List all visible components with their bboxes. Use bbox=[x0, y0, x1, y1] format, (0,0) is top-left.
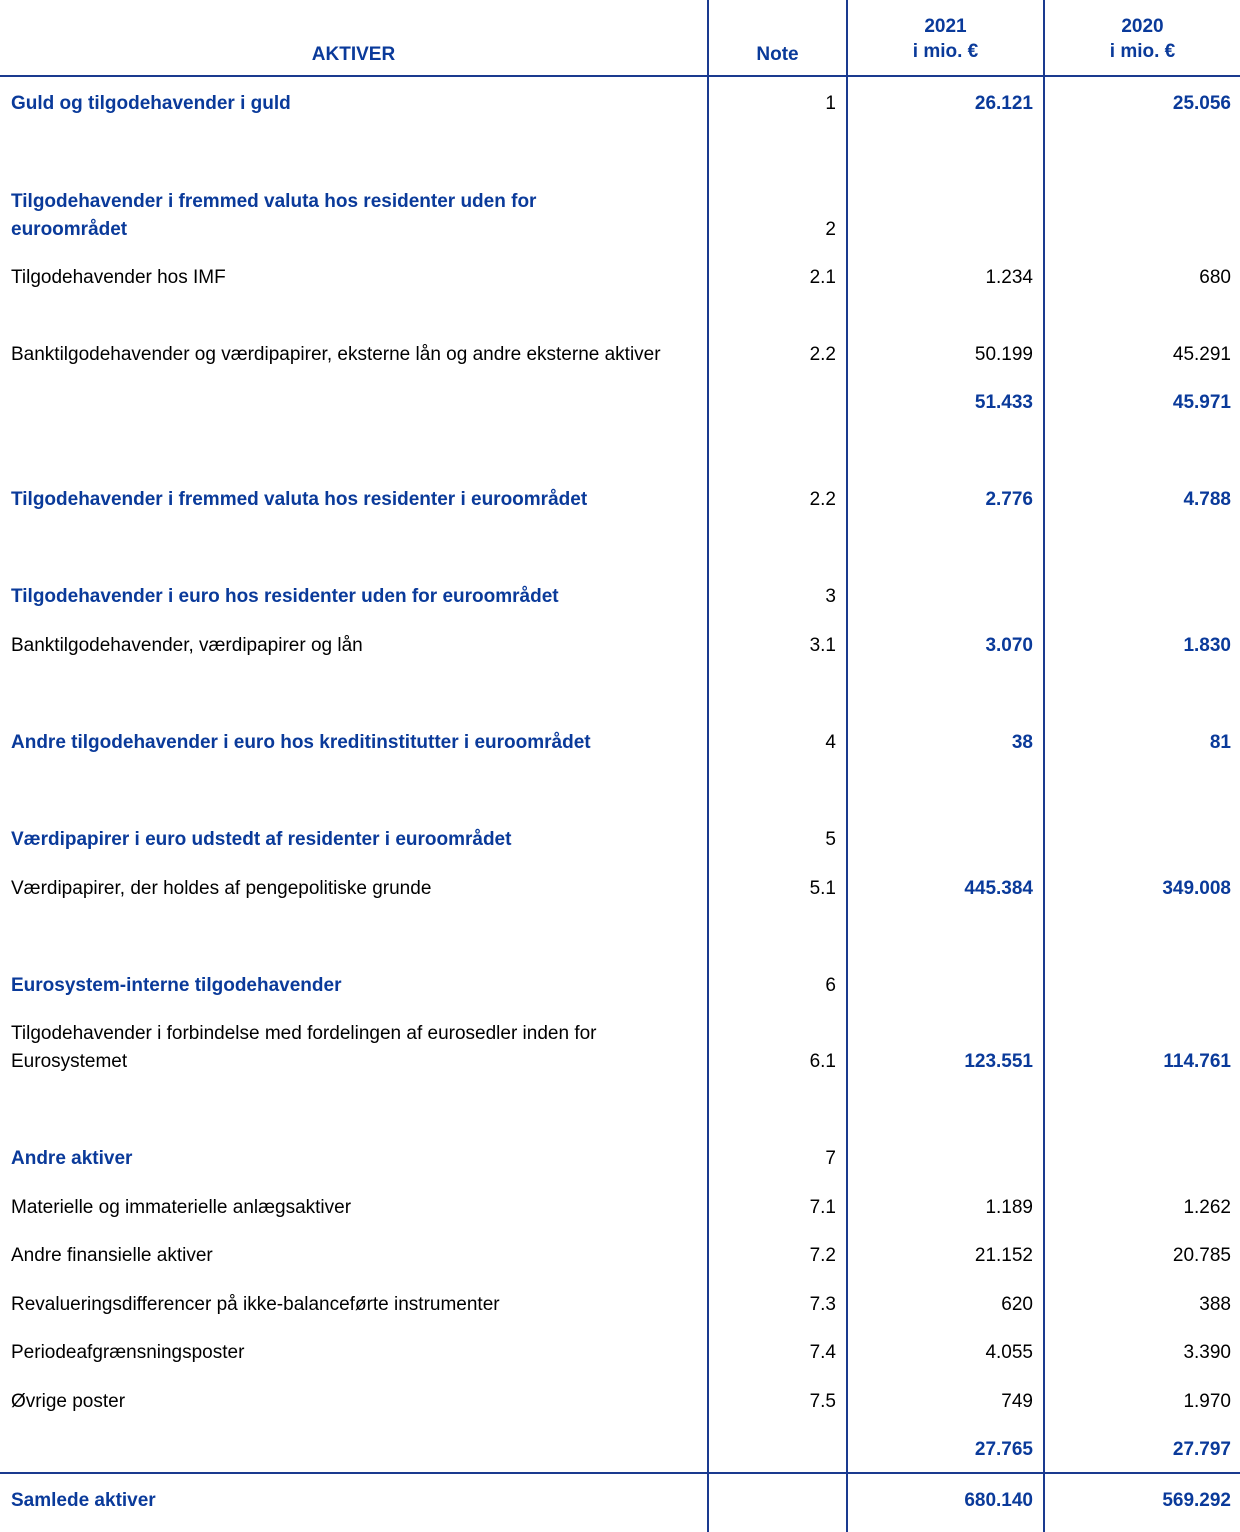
row-value-2021: 27.765 bbox=[974, 1439, 1033, 1460]
row-value-2021: 620 bbox=[1001, 1294, 1033, 1315]
row-value-2021: 445.384 bbox=[964, 878, 1033, 899]
row-value-2021: 680.140 bbox=[964, 1490, 1033, 1511]
row-note: 7.2 bbox=[809, 1245, 836, 1266]
row-label: Øvrige poster bbox=[11, 1391, 126, 1412]
row-value-2021: 1.234 bbox=[985, 267, 1033, 288]
row-value-2021: 2.776 bbox=[985, 489, 1033, 510]
row-note: 5.1 bbox=[809, 878, 836, 899]
row-value-2020: 1.970 bbox=[1183, 1391, 1231, 1412]
row-value-2020: 1.262 bbox=[1183, 1197, 1231, 1218]
row-label: Eurosystem-interne tilgodehavender bbox=[11, 975, 342, 996]
table-row-imf bbox=[0, 262, 1240, 292]
header-2020-unit: i mio. € bbox=[1109, 41, 1176, 62]
table-row-banktilgodehavender-eksterne bbox=[0, 311, 1240, 369]
row-note: 6.1 bbox=[809, 1051, 836, 1072]
table-row-fremmed-valuta-i bbox=[0, 484, 1240, 514]
table-row-eurosedler bbox=[0, 1018, 1240, 1076]
row-label: Revalueringsdifferencer på ikke-balanceførte instrumenter bbox=[11, 1294, 500, 1315]
row-value-2021: 26.121 bbox=[974, 93, 1033, 114]
header-2021-unit: i mio. € bbox=[912, 41, 979, 62]
row-value-2020: 388 bbox=[1199, 1294, 1231, 1315]
row-value-2021: 51.433 bbox=[974, 392, 1033, 413]
row-label: Tilgodehavender i forbindelse med fordelingen af eurosedler inden for Eurosystemet bbox=[11, 1023, 597, 1072]
row-label: Værdipapirer, der holdes af pengepolitiske grunde bbox=[11, 878, 432, 899]
row-note: 7.3 bbox=[809, 1294, 836, 1315]
row-value-2021: 749 bbox=[1001, 1391, 1033, 1412]
row-note: 4 bbox=[825, 732, 836, 753]
row-label: Tilgodehavender i fremmed valuta hos residenter uden for euroområdet bbox=[11, 191, 537, 240]
row-value-2020: 349.008 bbox=[1162, 878, 1231, 899]
row-note: 2 bbox=[825, 219, 836, 240]
table-row-banktilgodehavender-laan bbox=[0, 630, 1240, 660]
row-label: Banktilgodehavender, værdipapirer og lån bbox=[11, 635, 363, 656]
row-value-2021: 4.055 bbox=[985, 1342, 1033, 1363]
header-rule bbox=[0, 75, 1240, 77]
row-value-2020: 569.292 bbox=[1162, 1490, 1231, 1511]
table-row-anlaegsaktiver bbox=[0, 1192, 1240, 1222]
table-row-pengepolitiske bbox=[0, 873, 1240, 903]
row-value-2020: 680 bbox=[1199, 267, 1231, 288]
row-note: 2.2 bbox=[809, 489, 836, 510]
row-value-2020: 45.971 bbox=[1172, 392, 1231, 413]
row-note: 3.1 bbox=[809, 635, 836, 656]
table-row-andre-aktiver bbox=[0, 1143, 1240, 1173]
header-note: Note bbox=[756, 44, 799, 65]
row-label: Værdipapirer i euro udstedt af residenter i euroområdet bbox=[11, 829, 512, 850]
row-note: 2.1 bbox=[809, 267, 836, 288]
row-value-2021: 3.070 bbox=[985, 635, 1033, 656]
row-label: Guld og tilgodehavender i guld bbox=[11, 93, 291, 114]
row-note: 7.4 bbox=[809, 1342, 836, 1363]
row-label: Materielle og immaterielle anlægsaktiver bbox=[11, 1197, 352, 1218]
row-note: 2.2 bbox=[809, 344, 836, 365]
row-value-2020: 81 bbox=[1209, 732, 1231, 753]
header-aktiver: AKTIVER bbox=[311, 44, 396, 65]
header-2020-year: 2020 bbox=[1121, 16, 1164, 37]
row-note: 7 bbox=[825, 1148, 836, 1169]
row-value-2021: 1.189 bbox=[985, 1197, 1033, 1218]
row-value-2020: 25.056 bbox=[1172, 93, 1231, 114]
table-row-eurosystem-interne bbox=[0, 970, 1240, 1000]
row-note: 7.5 bbox=[809, 1391, 836, 1412]
row-label: Andre aktiver bbox=[11, 1148, 133, 1169]
table-row-kreditinstitutter bbox=[0, 727, 1240, 757]
row-value-2021: 50.199 bbox=[974, 344, 1033, 365]
row-label: Banktilgodehavender og værdipapirer, eksterne lån og andre eksterne aktiver bbox=[11, 344, 661, 365]
row-note: 3 bbox=[825, 586, 836, 607]
table-row-fremmed-valuta-uden bbox=[0, 186, 1240, 244]
row-value-2020: 45.291 bbox=[1172, 344, 1231, 365]
row-value-2020: 3.390 bbox=[1183, 1342, 1231, 1363]
table-row-vaerdipapirer-euro bbox=[0, 824, 1240, 854]
row-value-2021: 123.551 bbox=[964, 1051, 1033, 1072]
row-value-2020: 1.830 bbox=[1183, 635, 1231, 656]
table-row-subtotal-2 bbox=[0, 387, 1240, 417]
table-row-revaluering bbox=[0, 1289, 1240, 1319]
table-row-subtotal-7 bbox=[0, 1434, 1240, 1464]
row-label: Tilgodehavender i euro hos residenter uden for euroområdet bbox=[11, 586, 559, 607]
row-label: Andre finansielle aktiver bbox=[11, 1245, 213, 1266]
table-row-euro-uden bbox=[0, 581, 1240, 611]
row-value-2021: 21.152 bbox=[974, 1245, 1033, 1266]
row-label: Andre tilgodehavender i euro hos kreditinstitutter i euroområdet bbox=[11, 732, 591, 753]
table-row-finansielle bbox=[0, 1240, 1240, 1270]
total-rule bbox=[0, 1472, 1240, 1474]
row-note: 6 bbox=[825, 975, 836, 996]
row-value-2020: 4.788 bbox=[1183, 489, 1231, 510]
row-label: Samlede aktiver bbox=[11, 1490, 156, 1511]
header-2020 bbox=[1045, 14, 1240, 64]
row-label: Periodeafgrænsningsposter bbox=[11, 1342, 245, 1363]
table-row-guld bbox=[0, 88, 1240, 118]
row-value-2020: 114.761 bbox=[1163, 1051, 1231, 1072]
table-row-oevrige bbox=[0, 1386, 1240, 1416]
header-2021 bbox=[848, 14, 1043, 64]
header-2021-year: 2021 bbox=[924, 16, 967, 37]
row-label: Tilgodehavender i fremmed valuta hos residenter i euroområdet bbox=[11, 489, 588, 510]
row-value-2020: 27.797 bbox=[1172, 1439, 1231, 1460]
row-note: 1 bbox=[825, 93, 836, 114]
row-label: Tilgodehavender hos IMF bbox=[11, 267, 226, 288]
row-note: 5 bbox=[825, 829, 836, 850]
table-row-samlede-aktiver bbox=[0, 1485, 1240, 1515]
row-note: 7.1 bbox=[809, 1197, 836, 1218]
row-value-2021: 38 bbox=[1011, 732, 1033, 753]
row-value-2020: 20.785 bbox=[1172, 1245, 1231, 1266]
table-row-periodeafgraensning bbox=[0, 1337, 1240, 1367]
